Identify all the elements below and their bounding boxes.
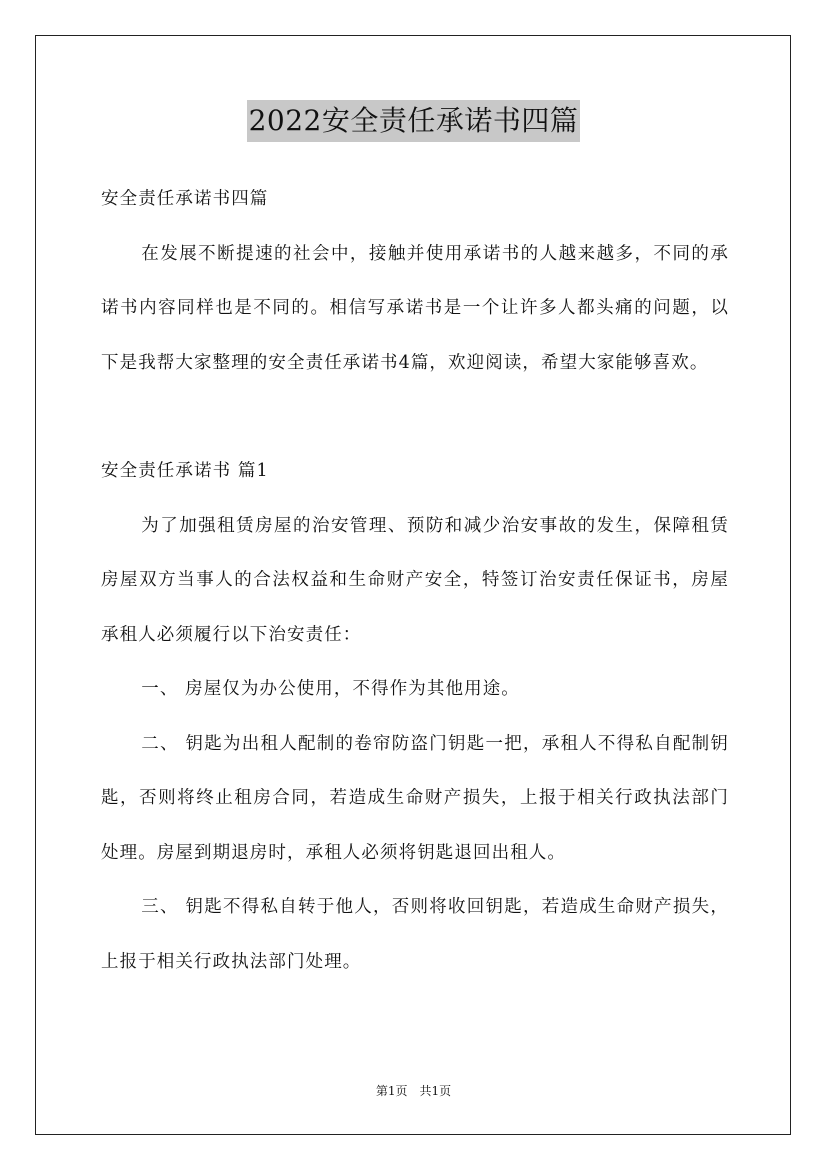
section-heading: 安全责任承诺书 篇1 xyxy=(101,461,269,481)
document-body xyxy=(101,172,729,989)
intro-paragraph: 在发展不断提速的社会中，接触并使用承诺书的人越来越多，不同的承诺书内容同样也是不同的。相信写承诺书是一个让许多人都头痛的问题，以下是我帮大家整理的安全责任承诺书4篇，欢迎阅读，希望大家能够喜欢。 xyxy=(101,243,729,373)
page-footer xyxy=(0,1083,827,1099)
page-total: 共1页 xyxy=(419,1084,452,1098)
title-container xyxy=(0,100,827,142)
page-number: 第1页 xyxy=(375,1084,408,1098)
document-subtitle: 安全责任承诺书四篇 xyxy=(101,189,269,209)
list-item: 二、 钥匙为出租人配制的卷帘防盗门钥匙一把，承租人不得私自配制钥匙，否则将终止租房合同，若造成生命财产损失，上报于相关行政执法部门处理。房屋到期退房时，承租人必须将钥匙退回出租人。 xyxy=(101,733,729,863)
list-item: 一、 房屋仅为办公使用，不得作为其他用途。 xyxy=(141,679,520,699)
section-intro-paragraph: 为了加强租赁房屋的治安管理、预防和减少治安事故的发生，保障租赁房屋双方当事人的合法权益和生命财产安全，特签订治安责任保证书，房屋承租人必须履行以下治安责任： xyxy=(101,515,729,645)
list-item: 三、 钥匙不得私自转于他人，否则将收回钥匙，若造成生命财产损失，上报于相关行政执法部门处理。 xyxy=(101,897,729,972)
document-title: 2022安全责任承诺书四篇 xyxy=(247,100,581,142)
